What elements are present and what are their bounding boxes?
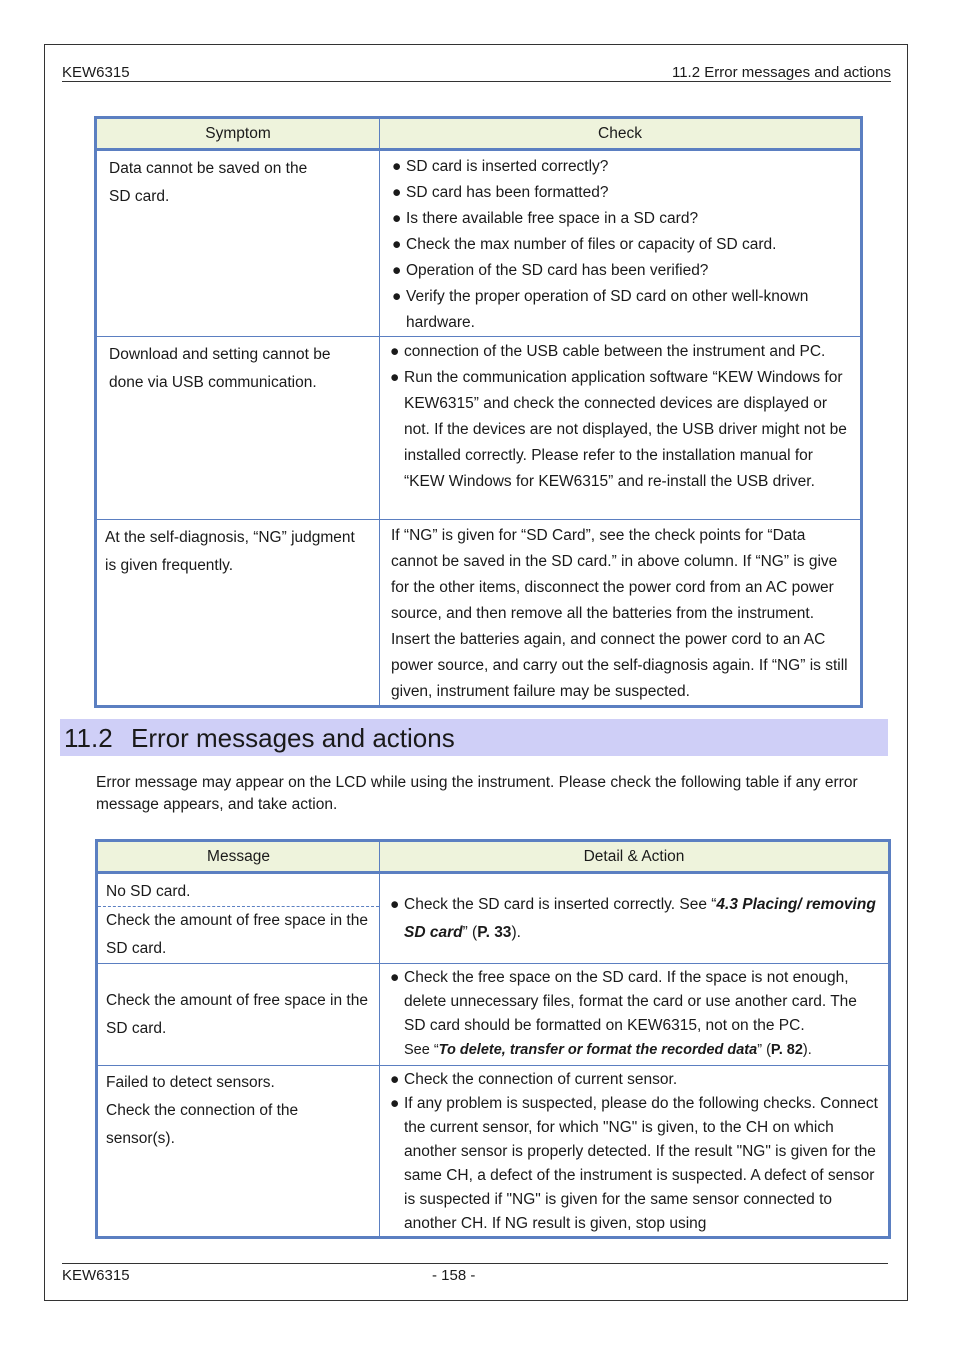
symptom-line: done via USB communication. [109,374,317,391]
symptom-line: At the self-diagnosis, “NG” judgment [105,529,355,546]
symptom-line: Data cannot be saved on the [109,160,308,177]
table-row [96,520,862,707]
list-item: ● Check the max number of files or capacity of SD card. [392,236,777,253]
message-free-space: Check the amount of free space in the SD card. [106,991,368,1037]
list-item: ● Operation of the SD card has been verified? [392,262,709,279]
list-item: ● Check the free space on the SD card. If the space is not enough, delete unnecessary files, format the card or use another card. The SD card should be formatted on KEW6315, not on the PC. See “To delete, transfer or format the recorded data” (P. 82). [390,969,857,1058]
symptom-line: SD card. [109,188,170,205]
ref-placing-sd: 4.3 Placing/ removing SD card [404,895,876,941]
list-item: ● SD card is inserted correctly? [392,158,609,175]
table-row [97,1066,890,1238]
symptom-check-table [94,116,863,708]
list-item: ● Check the connection of current sensor. [390,1071,678,1088]
list-item: ● Run the communication application software “KEW Windows for KEW6315” and check the connected devices are displayed or not. If the devices are not displayed, the USB driver might not be installed correctly. Please refer to the installation manual for “KEW Windows for KEW6315” and re-install the USB driver. [390,369,847,490]
page-number: - 158 - [432,1267,476,1284]
page-ref: P. 82 [770,1042,803,1058]
intro-text: Error message may appear on the LCD while using the instrument. Please check the following table if any error message appears, and take action. [96,774,858,813]
check-paragraph: If “NG” is given for “SD Card”, see the check points for “Data cannot be saved in the SD card.” in above column. If “NG” is give for the other items, disconnect the power cord from an AC power source, and then remove all the batteries from the instrument. Insert the batteries again, and connect the power cord to an AC power source, and carry out the self-diagnosis again. If “NG” is still given, instrument failure may be suspected. [391,527,848,700]
symptom-line: is given frequently. [105,557,234,574]
col-detail-action: Detail & Action [380,841,890,873]
section-title: Error messages and actions [131,723,455,753]
page-header [62,64,891,82]
list-item: ● SD card has been formatted? [392,184,609,201]
message-free-space: Check the amount of free space in the SD card. [106,912,368,957]
list-item: ● Check the SD card is inserted correctly. See “4.3 Placing/ removing SD card” (P. 33). [390,895,876,941]
header-section: 11.2 Error messages and actions [671,64,891,81]
section-heading [60,719,888,756]
table-row [96,337,862,520]
message-line: sensor(s). [106,1130,175,1147]
col-message: Message [97,841,380,873]
message-no-sd: No SD card. [98,878,379,907]
list-item: ● Is there available free space in a SD card? [392,210,699,227]
message-line: Check the connection of the [106,1102,299,1119]
page-footer [62,1263,888,1284]
list-item: ● If any problem is suspected, please do the following checks. Connect the current sensor, for which "NG" is given, to the CH on which another sensor is properly detected. If the result "NG" is given for the same CH, a defect of the instrument is suspected. A defect of sensor is suspected if "NG" is given for the same sensor connected to another CH. If NG result is given, stop using [390,1095,878,1232]
ref-delete-transfer: To delete, transfer or format the recorded data [438,1042,758,1058]
header-model: KEW6315 [62,64,130,81]
table-row [96,150,862,337]
col-symptom: Symptom [96,118,380,150]
section-number: 11.2 [64,723,113,753]
symptom-line: Download and setting cannot be [109,346,331,363]
table-row [97,964,890,1066]
list-item: ● Verify the proper operation of SD card on other well-known hardware. [392,288,809,331]
table-row [97,873,890,964]
list-item: ● connection of the USB cable between the instrument and PC. [390,343,826,360]
message-line: Failed to detect sensors. [106,1074,275,1091]
footer-model: KEW6315 [62,1267,130,1284]
error-message-table [95,839,891,1239]
col-check: Check [380,118,862,150]
page-ref: P. 33 [477,923,512,941]
